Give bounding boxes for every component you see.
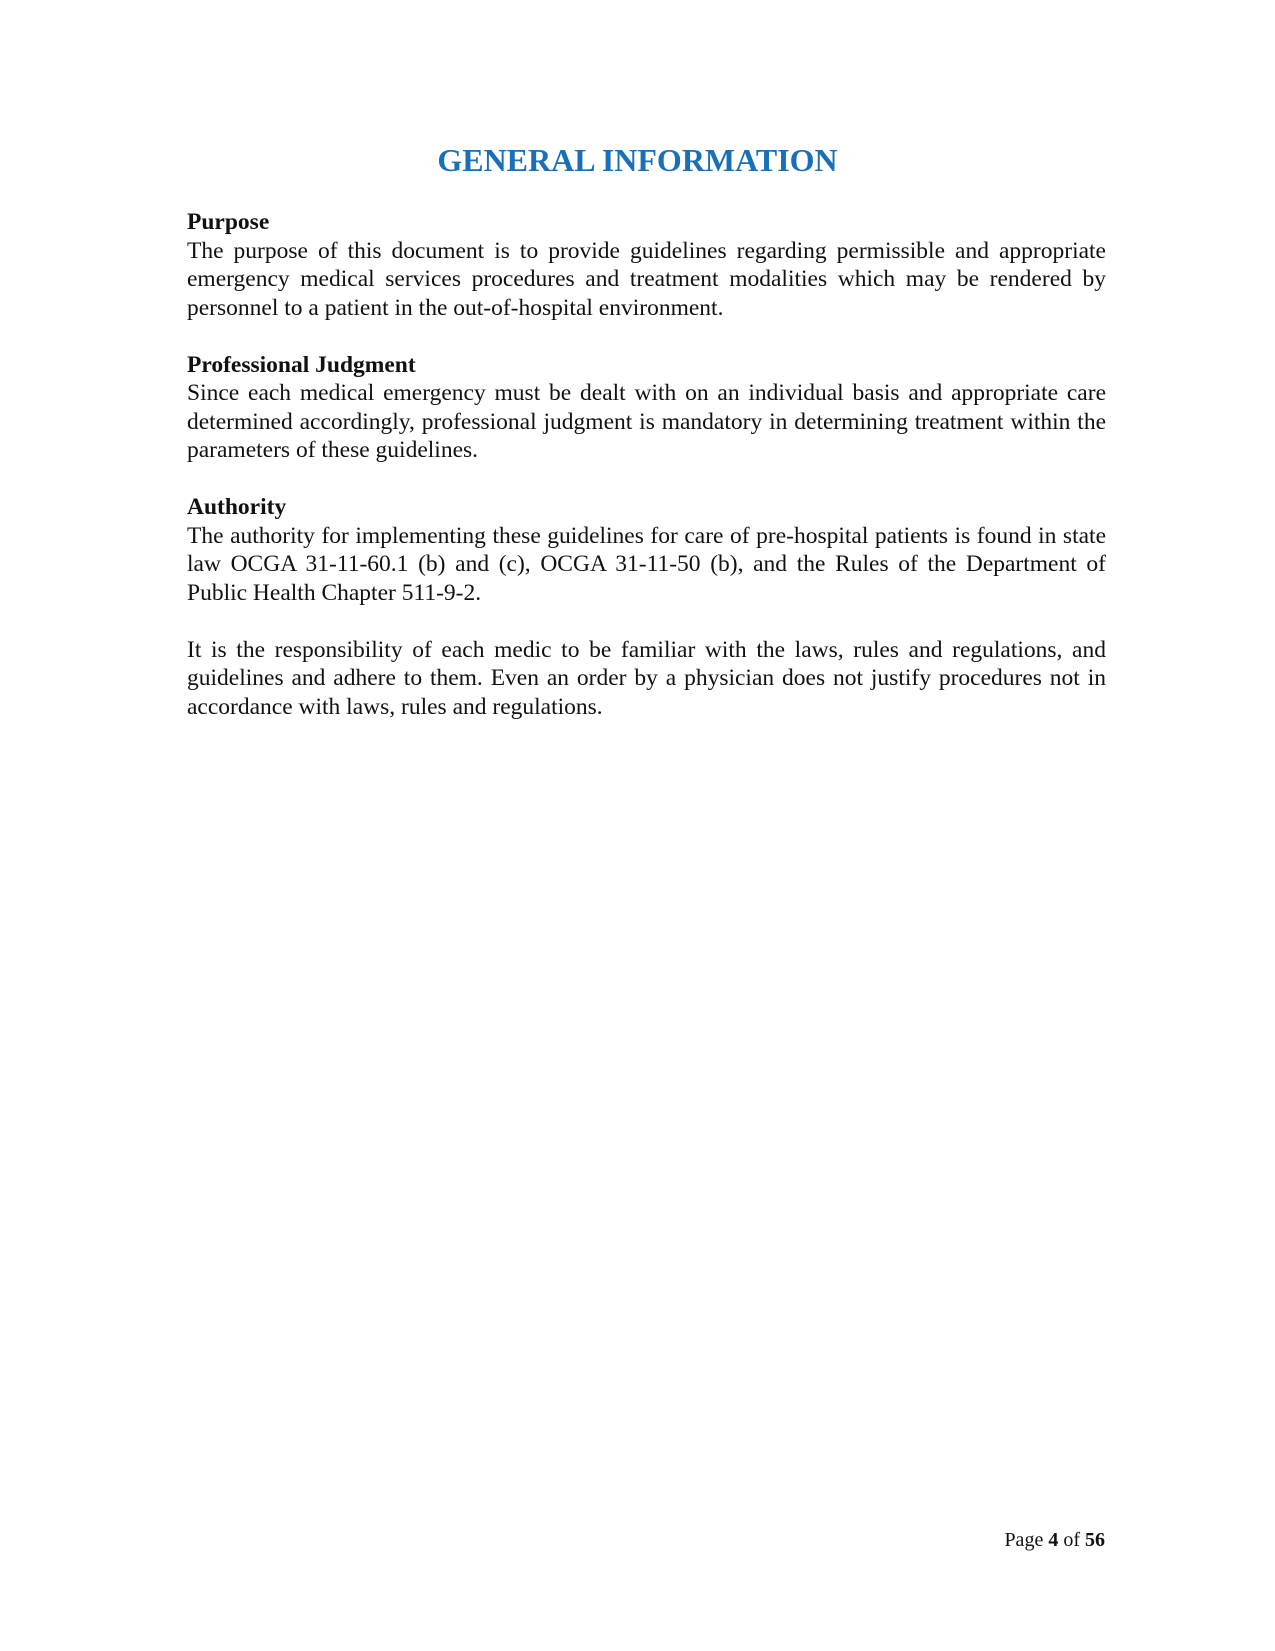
page-prefix: Page xyxy=(1004,1529,1049,1551)
section-body-purpose: The purpose of this document is to provide guidelines regarding permissible and appropriate emergency medical services procedures and treatment modalities which may be rendered by personnel to a patient in the out-of-hospital environment. xyxy=(187,237,1106,321)
page-number-footer xyxy=(1004,1527,1105,1553)
section-body-responsibility: It is the responsibility of each medic to be familiar with the laws, rules and regulations, and guidelines and adhere to them. Even an order by a physician does not justify procedures not in accordance with laws, rules and regulations. xyxy=(187,636,1106,720)
section-authority xyxy=(187,493,1106,607)
section-heading-purpose: Purpose xyxy=(187,209,270,235)
section-body-authority: The authority for implementing these guidelines for care of pre-hospital patients is found in state law OCGA 31-11-60.1 (b) and (c), OCGA 31-11-50 (b), and the Rules of the Department of Public Health Chapter 511-9-2. xyxy=(187,522,1106,606)
section-heading-professional-judgment: Professional Judgment xyxy=(187,351,416,378)
document-body xyxy=(187,208,1106,750)
section-professional-judgment xyxy=(187,351,1106,465)
page-title: GENERAL INFORMATION xyxy=(437,142,838,178)
total-pages-number: 56 xyxy=(1085,1529,1105,1551)
section-responsibility xyxy=(187,636,1106,722)
page-separator: of xyxy=(1058,1529,1085,1551)
section-heading-authority: Authority xyxy=(187,494,287,520)
section-body-professional-judgment: Since each medical emergency must be dealt with on an individual basis and appropriate care determined accordingly, professional judgment is mandatory in determining treatment within the parameters of these guidelines. xyxy=(187,380,1106,463)
current-page-number: 4 xyxy=(1048,1529,1059,1551)
section-purpose xyxy=(187,208,1106,322)
